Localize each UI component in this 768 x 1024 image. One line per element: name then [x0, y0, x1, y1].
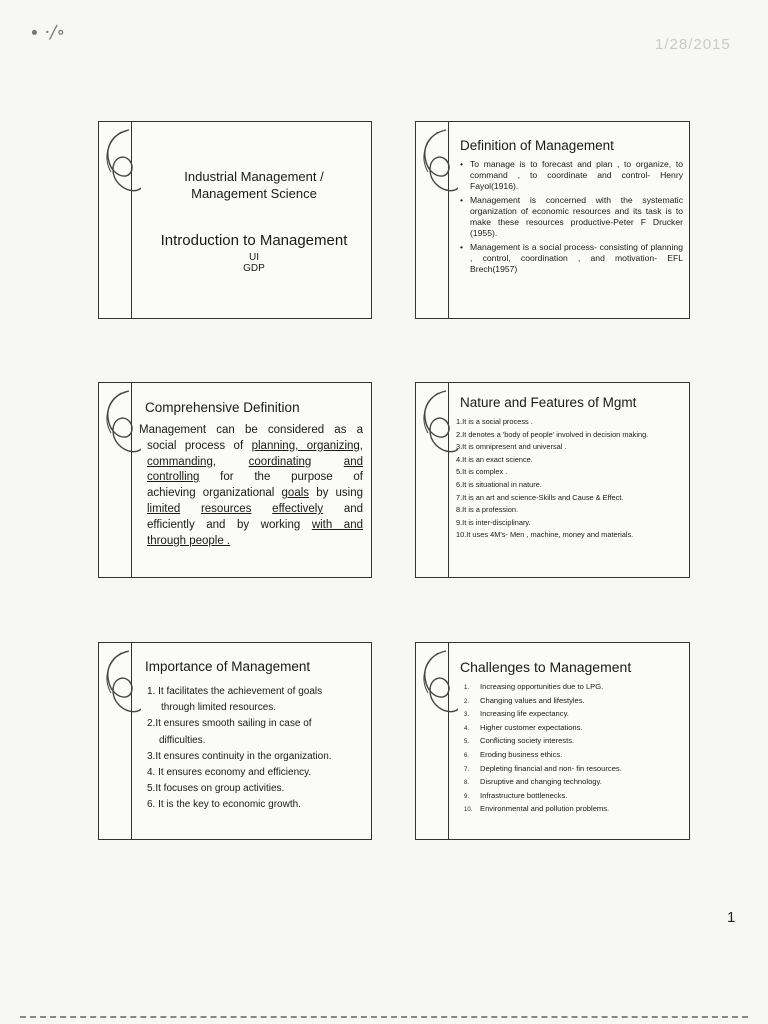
list-item [147, 684, 365, 716]
underlined-term: effectively [272, 502, 324, 515]
slide-line: GDP [243, 263, 265, 274]
list-item: 7.It is an art and science-Skills and Cause & Effect. [456, 492, 624, 502]
list-item: 6. It is the key to economic growth. [147, 799, 301, 811]
definition-paragraph [139, 423, 363, 549]
definition-line: Management can be considered as a [139, 424, 363, 436]
list-item: 2.It denotes a 'body of people' involved in decision making. [456, 429, 649, 439]
list-item-text: Eroding business ethics. [480, 749, 563, 759]
swirl-decoration-icon [101, 649, 141, 729]
list-item: 3.It is omnipresent and universal . [456, 442, 567, 452]
bullet-item: • Management is a social process- consisting of planning , control, coordination , and motivation- EFL Brech(1957) [460, 242, 683, 275]
list-item [464, 776, 683, 790]
definition-line: limited resources effectively and [147, 502, 364, 515]
underlined-term: coordinating [248, 455, 312, 468]
list-item [464, 681, 683, 695]
list-item [147, 716, 365, 748]
scan-mark: ∙ ·∕∘ [30, 22, 66, 43]
list-item [464, 695, 683, 709]
list-item-continuation: difficulties. [159, 734, 206, 746]
bullet-item: • To manage is to forecast and plan , to organize, to command , to coordinate and control- Henry Fayol(1916). [460, 159, 683, 192]
underlined-term: commanding, [147, 455, 217, 468]
list-item: 8.It is a profession. [456, 505, 519, 515]
list-item-text: Increasing opportunities due to LPG. [480, 682, 604, 691]
slide-definition [415, 121, 690, 319]
swirl-decoration-icon [101, 389, 141, 469]
underlined-term: and [343, 455, 363, 468]
slide-title-line: Industrial Management / [184, 169, 324, 184]
slide-title [98, 121, 372, 319]
list-number: 3. [464, 712, 470, 719]
list-item: 1.It is a social process . [456, 417, 533, 426]
list-item [464, 790, 683, 804]
slide-heading: Challenges to Management [460, 659, 632, 675]
list-number: 2. [464, 698, 470, 705]
list-item-text: Increasing life expectancy. [480, 709, 569, 719]
definition-line [139, 455, 363, 471]
slide-heading: Nature and Features of Mgmt [460, 395, 637, 410]
list-item-continuation: through limited resources. [161, 702, 277, 714]
slide-heading: Definition of Management [460, 138, 614, 153]
slide-title-line: Management Science [191, 186, 317, 201]
list-item: 4. It ensures economy and efficiency. [147, 767, 312, 779]
list-item: 10.It uses 4M's- Men , machine, money and materials. [456, 530, 634, 540]
slide-heading: Importance of Management [145, 659, 311, 674]
list-item: 5.It focuses on group activities. [147, 783, 285, 795]
page-number: 1 [727, 909, 736, 926]
underlined-term: through people . [147, 534, 231, 547]
list-number: 9. [464, 793, 470, 800]
underlined-term: resources [200, 502, 252, 515]
list-number: 1. [464, 685, 470, 691]
list-item-text: 2.It ensures smooth sailing in case of [147, 718, 312, 730]
list-number: 8. [464, 780, 470, 787]
slide-nature-features [415, 382, 690, 578]
swirl-decoration-icon [418, 389, 458, 469]
definition-line: achieving organizational goals by using [147, 487, 363, 500]
list-item-text: Changing values and lifestyles. [480, 695, 585, 705]
slide-challenges [415, 642, 690, 840]
list-item: 6.It is situational in nature. [456, 479, 542, 489]
swirl-decoration-icon [418, 649, 458, 729]
underlined-term: planning, organizing, [251, 439, 363, 452]
slide-heading: Comprehensive Definition [145, 400, 300, 415]
bullet-item: • Management is concerned with the systematic organization of economic resources and its task is to make these resources productive-Peter F Drucker (1955). [460, 195, 683, 239]
list-number: 7. [464, 766, 470, 773]
definition-line: social process of planning, organizing, [147, 439, 363, 452]
list-item [464, 803, 683, 817]
list-item-text: Higher customer expectations. [480, 722, 583, 732]
list-item [464, 735, 683, 749]
slide-comprehensive-definition [98, 382, 372, 578]
definition-line [139, 534, 363, 550]
list-item-text: 1. It facilitates the achievement of goals [147, 686, 323, 697]
underlined-term: goals [281, 487, 310, 500]
list-item [464, 722, 683, 736]
list-item: 5.It is complex . [456, 467, 508, 477]
slide-subtitle: Introduction to Management [160, 232, 348, 249]
list-item-text: Conflicting society interests. [480, 736, 575, 746]
swirl-decoration-icon [418, 128, 458, 208]
list-item-text: Infrastructure bottlenecks. [480, 790, 568, 800]
list-item: 9.It is inter-disciplinary. [456, 517, 531, 527]
list-item [464, 749, 683, 763]
list-number: 5. [464, 739, 470, 746]
list-number: 10. [464, 807, 473, 814]
list-item: 3.It ensures continuity in the organization. [147, 750, 332, 762]
definition-line: controlling for the purpose of [147, 471, 363, 484]
list-item [464, 763, 683, 777]
underlined-term: limited [147, 502, 181, 515]
underlined-term: controlling [147, 471, 200, 484]
slide-importance [98, 642, 372, 840]
swirl-decoration-icon [101, 128, 141, 208]
slide-line: UI [249, 252, 259, 263]
list-item: 4.It is an exact science. [456, 454, 533, 464]
list-item-text: Disruptive and changing technology. [480, 777, 602, 787]
list-item [464, 708, 683, 722]
scan-edge-divider [20, 1016, 748, 1018]
list-number: 4. [464, 725, 470, 732]
list-number: 6. [464, 752, 470, 759]
list-item-text: Environmental and pollution problems. [480, 804, 610, 814]
underlined-term: with and [311, 518, 363, 531]
print-date: 1/28/2015 [655, 36, 731, 53]
definition-line: efficiently and by working with and [147, 518, 363, 531]
list-item-text: Depleting financial and non- fin resources. [480, 763, 622, 773]
